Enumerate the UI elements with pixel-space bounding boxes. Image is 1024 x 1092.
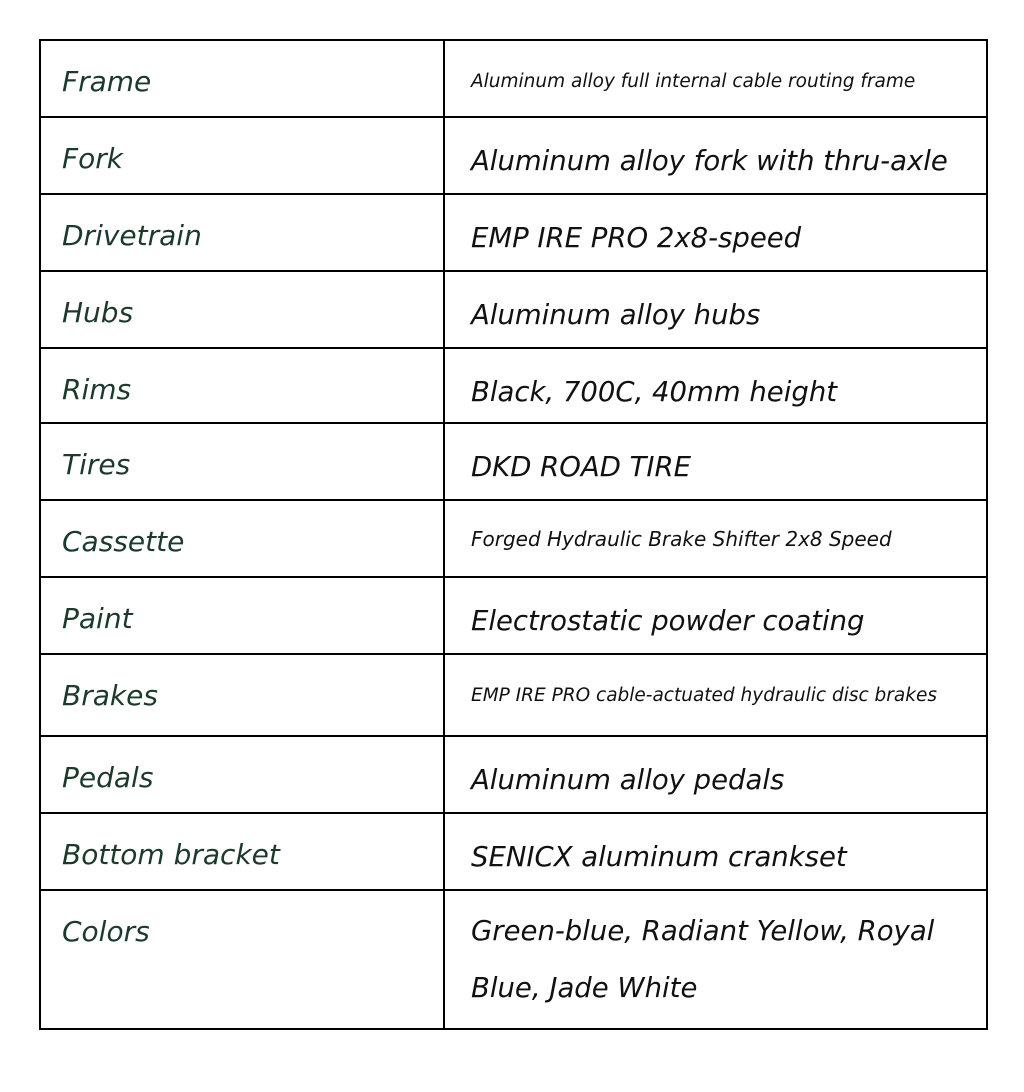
- spec-label: Frame: [40, 40, 444, 117]
- spec-value: [444, 736, 987, 813]
- spec-value: [444, 890, 987, 1029]
- spec-value: [444, 813, 987, 890]
- spec-row-tires: [40, 423, 987, 500]
- spec-label: Rims: [40, 348, 444, 423]
- spec-label: Brakes: [40, 654, 444, 736]
- spec-label: Fork: [40, 117, 444, 194]
- spec-value: [444, 40, 987, 117]
- spec-row-colors: [40, 890, 987, 1029]
- spec-row-paint: [40, 577, 987, 654]
- spec-row-drivetrain: [40, 194, 987, 271]
- spec-value: [444, 654, 987, 736]
- spec-value-text: Aluminum alloy fork with thru-axle: [471, 145, 948, 177]
- spec-value-text: EMP IRE PRO 2x8-speed: [471, 222, 802, 254]
- spec-label: Drivetrain: [40, 194, 444, 271]
- spec-label: Bottom bracket: [40, 813, 444, 890]
- spec-value-text: Green-blue, Radiant Yellow, Royal Blue, Jade White: [471, 915, 935, 1004]
- spec-row-pedals: [40, 736, 987, 813]
- spec-row-fork: [40, 117, 987, 194]
- spec-label: Cassette: [40, 500, 444, 577]
- spec-value: [444, 423, 987, 500]
- spec-row-frame: [40, 40, 987, 117]
- spec-row-brakes: [40, 654, 987, 736]
- spec-row-cassette: [40, 500, 987, 577]
- spec-value: [444, 194, 987, 271]
- spec-row-hubs: [40, 271, 987, 348]
- spec-value-text: Forged Hydraulic Brake Shifter 2x8 Speed: [471, 527, 892, 551]
- spec-value-text: Black, 700C, 40mm height: [471, 376, 838, 408]
- spec-value: [444, 500, 987, 577]
- spec-value-text: Aluminum alloy full internal cable routing frame: [471, 71, 916, 92]
- spec-value: [444, 271, 987, 348]
- spec-label: Colors: [40, 890, 444, 1029]
- spec-table: [39, 39, 988, 1030]
- spec-value-text: Electrostatic powder coating: [471, 605, 865, 637]
- spec-value: [444, 577, 987, 654]
- spec-label: Paint: [40, 577, 444, 654]
- spec-value-text: DKD ROAD TIRE: [471, 451, 691, 483]
- spec-value-text: EMP IRE PRO cable-actuated hydraulic disc brakes: [471, 685, 937, 706]
- spec-label: Hubs: [40, 271, 444, 348]
- spec-row-bottom-bracket: [40, 813, 987, 890]
- spec-label: Pedals: [40, 736, 444, 813]
- spec-value-text: SENICX aluminum crankset: [471, 841, 847, 873]
- spec-value-text: Aluminum alloy pedals: [471, 764, 785, 796]
- spec-label: Tires: [40, 423, 444, 500]
- spec-value: [444, 117, 987, 194]
- spec-row-rims: [40, 348, 987, 423]
- spec-value: [444, 348, 987, 423]
- spec-value-text: Aluminum alloy hubs: [471, 299, 761, 331]
